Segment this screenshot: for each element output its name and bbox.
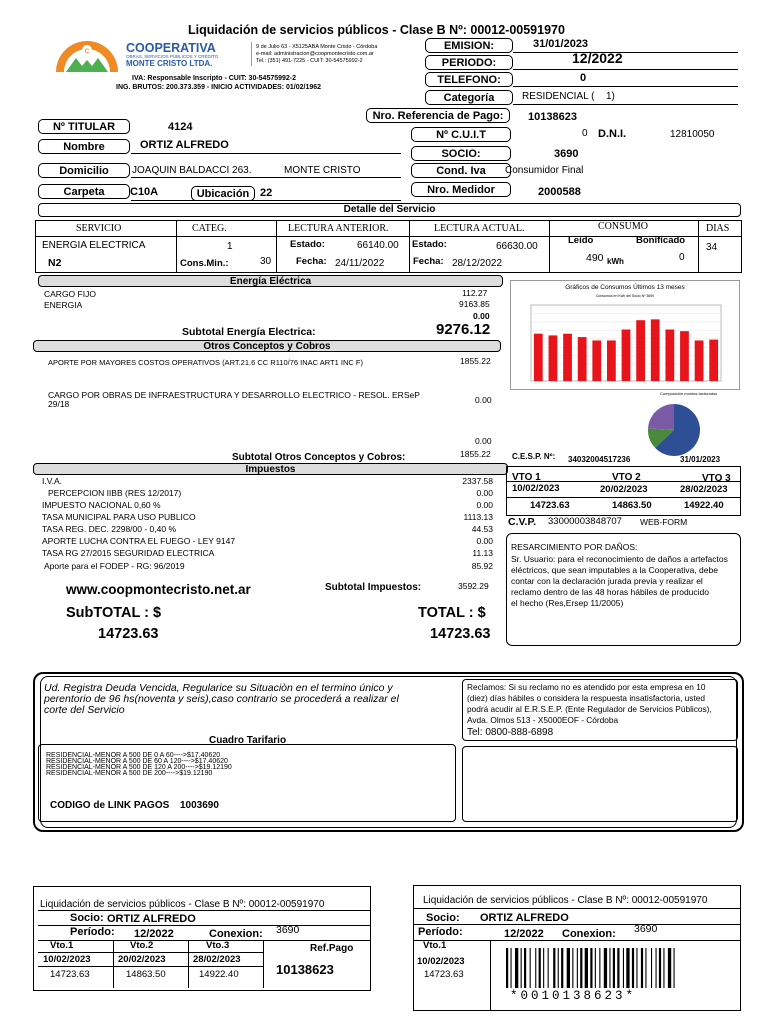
reclamos-line: Reclamos: Si su reclamo no es atendido por esta empresa en 10 <box>467 682 706 692</box>
cuit-label: Nº C.U.I.T <box>411 127 511 142</box>
tarifario-line: RESIDENCIAL-MENOR A 500 DE 120 A 200---->$19.12190 <box>46 764 232 771</box>
bonificado-label: Bonificado <box>636 235 686 246</box>
fecha-actual-value: 28/12/2022 <box>452 258 503 269</box>
estado-actual-label: Estado: <box>412 239 447 250</box>
stub-right-socio-value: ORTIZ ALFREDO <box>480 912 569 924</box>
barcode-bar <box>651 948 652 988</box>
impuestos-title: Impuestos <box>33 463 508 475</box>
cargo-fijo-label: CARGO FIJO <box>44 289 96 299</box>
logo-name: COOPERATIVA <box>126 41 216 55</box>
link-pagos-label: CODIGO de LINK PAGOS <box>50 800 170 811</box>
reclamos-line: podrá acudir al E.R.S.E.P. (Ente Regulador de Servicios Públicos), <box>467 704 712 714</box>
reclamos-line: Avda. Olmos 513 - X5000EOF - Córdoba <box>467 715 619 725</box>
telefono-label: TELEFONO: <box>425 72 513 87</box>
stub-left-socio-label: Socio: <box>70 912 104 924</box>
fecha-anterior-value: 24/11/2022 <box>335 258 385 269</box>
barcode-bar <box>530 948 531 988</box>
barcode-bar <box>511 948 512 988</box>
stub-right-conexion-value: 3690 <box>634 923 658 935</box>
stub-left-refpago-label: Ref.Pago <box>310 943 354 954</box>
resarcimiento-line: eléctricos, que sean imputables a la Cooperativa, debe <box>511 565 718 575</box>
barcode-bar <box>515 948 518 988</box>
subtotal-label: SubTOTAL : $ <box>66 605 162 621</box>
chart-bar <box>680 331 689 381</box>
impuesto-label: PERCEPCION IIBB (RES 12/2017) <box>48 488 182 498</box>
impuesto-label: TASA RG 27/2015 SEGURIDAD ELECTRICA <box>42 548 215 558</box>
barcode-bar <box>604 948 607 988</box>
servicio-value: ENERGIA ELECTRICA <box>42 240 146 251</box>
address-line: 9 de Julio 63 - X5125ABA Monte Cristo - Córdoba <box>256 44 378 50</box>
barcode-bar <box>590 948 592 988</box>
subtotal-energia-label: Subtotal Energía Electrica: <box>182 326 316 338</box>
ubicacion-label: Ubicación <box>191 186 255 201</box>
consmin-label: Cons.Min.: <box>180 258 229 269</box>
email-line: e-mail: administracion@coopmontecristo.com.ar <box>256 51 374 57</box>
subtotal-value: 14723.63 <box>98 626 159 642</box>
vto3-amount: 14922.40 <box>684 500 724 511</box>
fecha-anterior-label: Fecha: <box>296 256 327 267</box>
stub-right-periodo-value: 12/2022 <box>504 928 544 940</box>
chart-bar <box>622 329 631 381</box>
barcode-bar <box>626 948 629 988</box>
deuda-line: Ud. Registra Deuda Vencida, Regularice su Situaciòn en el termino único y <box>44 682 393 694</box>
tarifario-line: RESIDENCIAL-MENOR A 500 DE 0 A 60---->$17.40620 <box>46 752 221 759</box>
barcode-bar <box>521 948 522 988</box>
phone-line: Tel.: (351) 491-7225 - CUIT: 30-54575992-2 <box>256 58 363 64</box>
stub-left-vto3-date: 28/02/2023 <box>193 954 241 965</box>
invoice-title: Liquidación de servicios públicos - Clase B Nº: 00012-00591970 <box>188 23 565 37</box>
resarcimiento-line: el hecho (Res,Ersep 11/2005) <box>511 598 624 608</box>
barcode-bar <box>561 948 563 988</box>
impuesto-label: I.V.A. <box>42 476 63 486</box>
consmin-value: 30 <box>260 256 272 267</box>
stub-left-title: Liquidación de servicios públicos - Clase B Nº: 00012-00591970 <box>40 899 325 910</box>
logo-subtitle: OBRAS, SERVICIOS PÚBLICOS Y CRÉDITO <box>126 54 219 59</box>
resarcimiento-line: reclamo dentro de las 48 horas hábiles de producido <box>511 587 709 597</box>
stub-right-conexion-label: Conexion: <box>562 928 616 940</box>
barcode-text: *0010138623* <box>510 989 637 1003</box>
barcode-bar <box>548 948 549 988</box>
ingresos-line: ING. BRUTOS: 200.373.359 - INICIO ACTIVIDADES: 01/02/1962 <box>116 84 322 91</box>
vto3-label: VTO 3 <box>702 473 731 484</box>
resarcimiento-box <box>506 533 741 646</box>
localidad-value: MONTE CRISTO <box>284 165 361 176</box>
stub-right-periodo-label: Período: <box>418 926 463 938</box>
stub-left-vto3-amount: 14922.40 <box>199 969 239 980</box>
col-lectura-actual: LECTURA ACTUAL. <box>434 223 525 234</box>
stub-left-vto2-date: 20/02/2023 <box>118 954 166 965</box>
vto2-amount: 14863.50 <box>612 500 652 511</box>
barcode-bar <box>632 948 634 988</box>
vto1-date: 10/02/2023 <box>512 483 560 494</box>
barcode-bar <box>668 948 671 988</box>
emision-label: EMISION: <box>425 38 513 53</box>
total-label: TOTAL : $ <box>418 605 486 621</box>
tarifario-title: Cuadro Tarifario <box>209 735 287 746</box>
nombre-label: Nombre <box>38 139 130 154</box>
dias-value: 34 <box>706 242 718 253</box>
chart-plot <box>511 281 741 391</box>
consumo-unit: kWh <box>607 257 624 266</box>
barcode-bar <box>535 948 536 988</box>
telefono-value: 0 <box>580 72 587 84</box>
otros-item-3-value: 0.00 <box>475 436 492 446</box>
stub-left-vto1-amount: 14723.63 <box>50 969 90 980</box>
webform-label: WEB-FORM <box>640 517 688 527</box>
n2-label: N2 <box>48 257 62 269</box>
barcode-bar <box>656 948 657 988</box>
barcode-bar <box>553 948 555 988</box>
nombre-value: ORTIZ ALFREDO <box>140 139 229 151</box>
barcode-bar <box>558 948 559 988</box>
cesp-label: C.E.S.P. Nº: <box>512 452 556 461</box>
consumo-chart <box>510 280 740 390</box>
stub-left-vto1-date: 10/02/2023 <box>43 954 91 965</box>
subtotal-energia-value: 9276.12 <box>436 321 491 338</box>
subtotal-impuestos-value: 3592.29 <box>458 581 489 591</box>
barcode-bar <box>580 948 582 988</box>
stub-right-vto1-label: Vto.1 <box>423 940 447 951</box>
cond-iva-value: Consumidor Final <box>505 165 584 176</box>
impuesto-value: 11.13 <box>472 548 493 558</box>
cvp-label: C.V.P. <box>508 516 537 528</box>
reclamos-line: (diez) días hábiles o considera la respuesta insatisfactoria, usted <box>467 693 705 703</box>
impuesto-value: 0.00 <box>476 488 493 498</box>
vto2-label: VTO 2 <box>612 472 641 483</box>
cuit-value: 0 <box>582 128 588 139</box>
cond-iva-label: Cond. Iva <box>411 163 511 178</box>
ref-pago-value: 10138623 <box>528 111 577 123</box>
pie-slice <box>648 404 674 430</box>
barcode-bar <box>599 948 600 988</box>
barcode-bar <box>524 948 526 988</box>
otros-item-2-value: 0.00 <box>475 395 492 405</box>
subtotal-impuestos-label: Subtotal Impuestos: <box>325 582 422 593</box>
reclamos-box <box>462 679 738 741</box>
website-link[interactable]: www.coopmontecristo.net.ar <box>66 582 251 597</box>
barcode-bar <box>567 948 570 988</box>
barcode-bar <box>645 948 646 988</box>
vto1-amount: 14723.63 <box>530 500 570 511</box>
dni-value: 12810050 <box>670 129 715 140</box>
medidor-label: Nro. Medidor <box>411 182 511 197</box>
impuesto-label: TASA REG. DEC. 2298/00 - 0,40 % <box>42 524 177 534</box>
barcode-bar <box>674 948 675 988</box>
stub-right-socio-label: Socio: <box>426 912 460 924</box>
consumo-bonificado: 0 <box>679 252 685 263</box>
payment-barcode <box>506 948 734 988</box>
stub-left-periodo-value: 12/2022 <box>134 928 174 940</box>
energia-title: Energía Eléctrica <box>38 275 503 287</box>
estado-anterior-value: 66140.00 <box>357 240 399 251</box>
socio-value: 3690 <box>554 148 579 160</box>
socio-label: SOCIO: <box>411 146 511 161</box>
ref-pago-label: Nro. Referencia de Pago: <box>366 108 510 123</box>
barcode-bar <box>659 948 661 988</box>
iva-line: IVA: Responsable Inscripto - CUIT: 30-54575992-2 <box>132 75 297 82</box>
pie-title: Composición montos facturados <box>660 391 718 396</box>
stub-left-conexion-value: 3690 <box>276 924 300 936</box>
periodo-label: PERIODO: <box>425 55 513 70</box>
categ-value: 1 <box>227 241 233 252</box>
barcode-bar <box>613 948 615 988</box>
resarcimiento-line: contar con la declaración jurada previa y realizar el <box>511 576 703 586</box>
cesp-date: 31/01/2023 <box>680 455 721 464</box>
fecha-actual-label: Fecha: <box>413 256 444 267</box>
detalle-title: Detalle del Servicio <box>38 203 741 217</box>
energia-label: ENERGIA <box>44 300 83 310</box>
chart-bar <box>695 340 704 381</box>
categoria-number: 1) <box>606 91 615 102</box>
svg-text:C: C <box>84 49 90 55</box>
chart-bar <box>607 340 616 381</box>
impuesto-value: 2337.58 <box>462 476 493 486</box>
otros-title: Otros Conceptos y Cobros <box>33 340 501 352</box>
chart-bar <box>651 319 660 381</box>
impuesto-value: 0.00 <box>476 536 493 546</box>
stub-left-conexion-label: Conexion: <box>209 928 263 940</box>
stub-left-ref-value: 10138623 <box>276 962 334 977</box>
total-value: 14723.63 <box>430 626 491 642</box>
titular-label: Nº TITULAR <box>38 119 130 134</box>
chart-subtitle: Consumos en Kwh del Socio Nº 3690 <box>595 294 655 298</box>
ubicacion-value: 22 <box>260 187 273 199</box>
stub-left-vto1-label: Vto.1 <box>50 940 74 951</box>
barcode-bar <box>585 948 588 988</box>
impuesto-label: TASA MUNICIPAL PARA USO PUBLICO <box>42 512 196 522</box>
stub-left-vto2-label: Vto.2 <box>130 940 154 951</box>
energia-extra-value: 0.00 <box>473 311 490 321</box>
stub-right-vto1-amount: 14723.63 <box>424 969 464 980</box>
logo-city: MONTE CRISTO LTDA. <box>126 59 213 68</box>
impuesto-value: 44.53 <box>471 524 493 534</box>
barcode-bar <box>636 948 637 988</box>
consumo-leido: 490 <box>586 252 604 264</box>
barcode-bar <box>641 948 643 988</box>
stub-right-title: Liquidación de servicios públicos - Clase B Nº: 00012-00591970 <box>423 895 708 906</box>
reclamos-tel: Tel: 0800-888-6898 <box>467 727 554 738</box>
barcode-bar <box>506 948 508 988</box>
link-pagos-value: 1003690 <box>180 800 219 811</box>
barcode-bar <box>572 948 573 988</box>
medidor-value: 2000588 <box>538 186 581 198</box>
chart-bar <box>592 340 601 381</box>
barcode-bar <box>543 948 544 988</box>
barcode-bar <box>577 948 578 988</box>
vto2-date: 20/02/2023 <box>600 484 648 495</box>
barcode-bar <box>617 948 619 988</box>
blank-box <box>462 746 738 822</box>
chart-bar <box>665 329 674 381</box>
stub-left-periodo-label: Período: <box>70 926 115 938</box>
composicion-pie-chart <box>644 400 704 460</box>
tarifario-line: RESIDENCIAL-MENOR A 500 DE 60 A 120---->$17.40620 <box>46 758 228 765</box>
chart-bar <box>563 334 572 381</box>
vto3-date: 28/02/2023 <box>680 484 728 495</box>
tarifario-line: RESIDENCIAL-MENOR A 500 DE 200---->$19.12190 <box>46 770 213 777</box>
barcode-bar <box>595 948 596 988</box>
periodo-value: 12/2022 <box>572 50 623 66</box>
dni-label: D.N.I. <box>598 128 627 140</box>
chart-bar <box>709 340 718 381</box>
barcode-bar <box>539 948 541 988</box>
stub-left-socio-value: ORTIZ ALFREDO <box>107 913 196 925</box>
chart-bar <box>578 337 587 381</box>
col-categ: CATEG. <box>192 223 227 234</box>
stub-left-vto2-amount: 14863.50 <box>126 969 166 980</box>
barcode-bar <box>623 948 624 988</box>
chart-title: Gráficos de Consumos Últimos 13 meses <box>565 284 685 291</box>
impuesto-label: IMPUESTO NACIONAL 0,60 % <box>42 500 161 510</box>
domicilio-value: JOAQUIN BALDACCI 263. <box>132 165 252 176</box>
chart-bar <box>534 334 543 381</box>
chart-bar <box>636 320 645 381</box>
domicilio-label: Domicilio <box>38 163 130 178</box>
resarcimiento-line: Sr. Usuario: para el reconocimiento de daños a artefactos <box>511 554 728 564</box>
cesp-value: 34032004517236 <box>568 455 631 464</box>
barcode-bar <box>663 948 664 988</box>
estado-actual-value: 66630.00 <box>496 241 538 252</box>
cooperative-logo-icon <box>52 38 122 74</box>
energia-value: 9163.85 <box>459 299 490 309</box>
otros-item-1: APORTE POR MAYORES COSTOS OPERATIVOS (ART.21.6 CC R110/76 INAC ART1 INC F) <box>48 358 363 367</box>
stub-right-vto1-date: 10/02/2023 <box>417 956 465 967</box>
col-consumo: CONSUMO <box>598 221 649 232</box>
col-servicio: SERVICIO <box>76 223 122 234</box>
impuesto-value: 1113.13 <box>463 512 493 522</box>
deuda-line: perentorio de 96 hs(noventa y seis),caso contrario se procederá a realizar el <box>44 693 399 705</box>
estado-anterior-label: Estado: <box>290 239 325 250</box>
stub-left-vto3-label: Vto.3 <box>206 940 230 951</box>
leido-label: Leído <box>568 235 594 246</box>
impuesto-value: 0.00 <box>476 500 493 510</box>
otros-item-1-value: 1855.22 <box>460 356 491 366</box>
barcode-bar <box>609 948 610 988</box>
titular-value: 4124 <box>168 121 193 133</box>
vto1-label: VTO 1 <box>512 472 541 483</box>
subtotal-otros-value: 1855.22 <box>460 449 491 459</box>
chart-bar <box>549 335 558 381</box>
col-dias: DIAS <box>706 223 730 234</box>
subtotal-otros-label: Subtotal Otros Conceptos y Cobros: <box>232 452 406 463</box>
cargo-fijo-value: 112.27 <box>462 288 488 298</box>
emision-date: 31/01/2023 <box>533 38 589 50</box>
impuesto-label: APORTE LUCHA CONTRA EL FUEGO - LEY 9147 <box>42 536 236 546</box>
otros-item-2: CARGO POR OBRAS DE INFRAESTRUCTURA Y DESARROLLO ELECTRICO - RESOL. ERSeP 29/18 <box>48 390 420 410</box>
resarcimiento-title: RESARCIMIENTO POR DAÑOS: <box>511 542 638 552</box>
impuesto-label: Aporte para el FODEP - RG: 96/2019 <box>44 561 185 571</box>
categoria-label: Categoría <box>425 90 513 105</box>
categoria-value: RESIDENCIAL ( <box>522 91 595 102</box>
carpeta-value: C10A <box>130 186 159 198</box>
deuda-line: corte del Servicio <box>44 704 125 716</box>
impuesto-value: 85.92 <box>471 561 493 571</box>
carpeta-label: Carpeta <box>38 184 130 199</box>
cvp-value: 33000003848707 <box>548 516 622 527</box>
col-lectura-anterior: LECTURA ANTERIOR. <box>288 223 389 234</box>
